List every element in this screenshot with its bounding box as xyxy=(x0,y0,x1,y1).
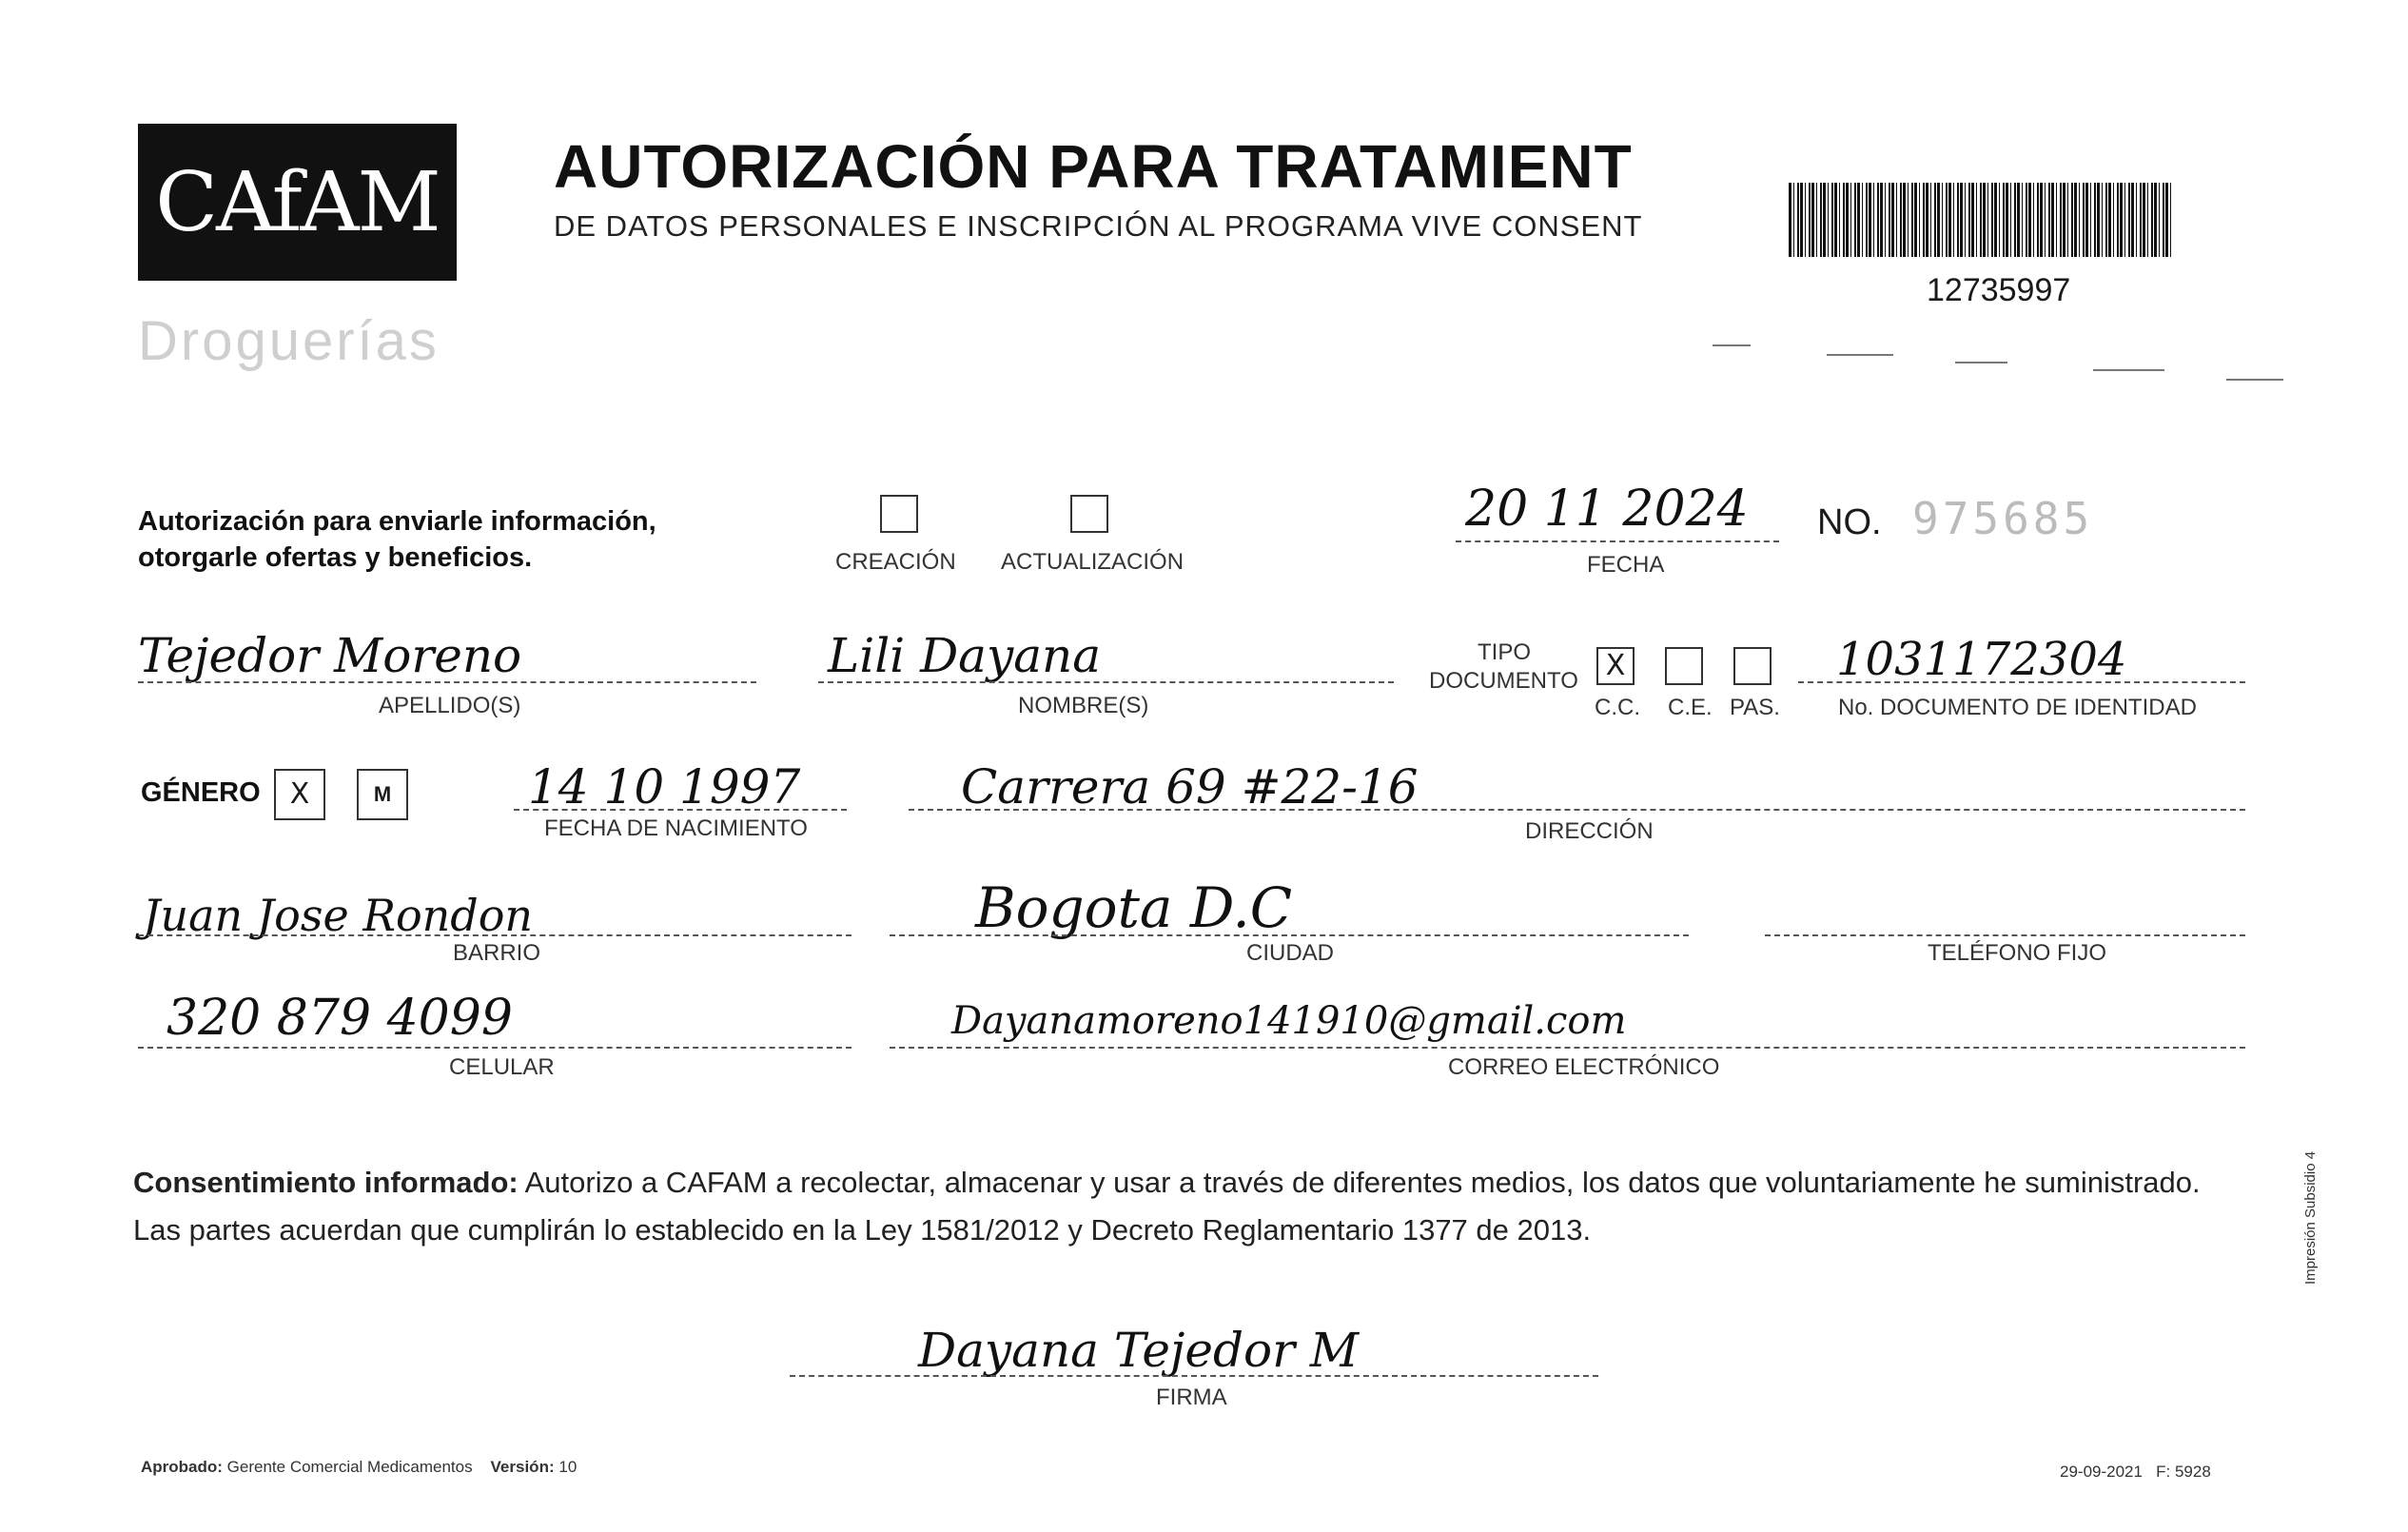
ciudad-line xyxy=(890,934,1689,936)
documento-number-label: No. DOCUMENTO DE IDENTIDAD xyxy=(1838,695,2197,720)
genero-f-checkbox[interactable]: X xyxy=(274,769,325,820)
footer-date-code: 29-09-2021 F: 5928 xyxy=(2060,1463,2211,1481)
apellidos-line xyxy=(138,681,756,683)
correo-value: Dayanamoreno141910@gmail.com xyxy=(951,999,1627,1043)
form-number: 975685 xyxy=(1912,493,2094,544)
cafam-logo xyxy=(138,124,457,281)
consent-line-2: Las partes acuerdan que cumplirán lo establecido en la Ley 1581/2012 y Decreto Reglamentario 1377 de 2013. xyxy=(133,1213,1592,1247)
ce-checkbox[interactable] xyxy=(1665,647,1703,685)
fecha-label: FECHA xyxy=(1587,552,1665,578)
signature-line xyxy=(790,1375,1598,1377)
correo-line xyxy=(890,1047,2245,1049)
nombres-line xyxy=(818,681,1394,683)
nombres-value: Lili Dayana xyxy=(828,628,1102,683)
barrio-value: Juan Jose Rondon xyxy=(143,890,534,941)
consent-text-1: Autorizo a CAFAM a recolectar, almacenar y usar a través de diferentes medios, los datos que voluntariamente he suministrado. xyxy=(518,1166,2201,1199)
celular-line xyxy=(138,1047,852,1049)
signature-label: FIRMA xyxy=(1156,1385,1227,1410)
fecha-line xyxy=(1456,540,1779,542)
direccion-value: Carrera 69 #22-16 xyxy=(961,759,1419,815)
creacion-checkbox[interactable] xyxy=(880,495,918,533)
documento-label: DOCUMENTO xyxy=(1429,668,1578,694)
version-value: 10 xyxy=(558,1458,578,1476)
apellidos-label: APELLIDO(S) xyxy=(379,693,521,718)
direccion-line xyxy=(909,809,2245,811)
barcode-image xyxy=(1789,183,2174,257)
cc-checkbox[interactable]: X xyxy=(1596,647,1635,685)
barrio-label: BARRIO xyxy=(453,940,541,966)
logo-text: CAfAM xyxy=(155,154,440,250)
ce-label: C.E. xyxy=(1668,695,1713,720)
form-subtitle: DE DATOS PERSONALES E INSCRIPCIÓN AL PROGRAMA VIVE CONSENT xyxy=(554,209,1643,243)
celular-value: 320 879 4099 xyxy=(166,990,513,1047)
nacimiento-label: FECHA DE NACIMIENTO xyxy=(544,815,808,841)
ciudad-label: CIUDAD xyxy=(1246,940,1335,966)
droguerias-logo-text: Droguerías xyxy=(138,310,440,372)
side-vertical-text: Impresión Subsidio 4 xyxy=(2302,1150,2319,1285)
barrio-line xyxy=(138,934,852,936)
decorative-dash xyxy=(1827,354,1893,356)
decorative-dash xyxy=(1955,362,2007,363)
documento-value: 1031172304 xyxy=(1836,633,2127,686)
genero-m-checkbox[interactable]: M xyxy=(357,769,408,820)
signature-value: Dayana Tejedor M xyxy=(918,1323,1360,1378)
version-label: Versión: xyxy=(490,1458,555,1476)
decorative-dash xyxy=(2093,369,2164,371)
ciudad-value: Bogota D.C xyxy=(975,875,1293,940)
pas-label: PAS. xyxy=(1730,695,1780,720)
nacimiento-line xyxy=(514,809,847,811)
authorization-text-line1: Autorización para enviarle información, xyxy=(138,506,656,537)
direccion-label: DIRECCIÓN xyxy=(1525,818,1654,844)
genero-label: GÉNERO xyxy=(141,777,261,808)
documento-line xyxy=(1798,681,2245,683)
decorative-dash xyxy=(2226,379,2283,381)
aprobado-value: Gerente Comercial Medicamentos xyxy=(226,1458,473,1476)
barcode-number: 12735997 xyxy=(1927,272,2071,308)
apellidos-value: Tejedor Moreno xyxy=(138,628,522,683)
decorative-dash xyxy=(1713,344,1751,346)
tipo-label: TIPO xyxy=(1478,639,1532,665)
consent-bold: Consentimiento informado: xyxy=(133,1166,519,1199)
fecha-value: 20 11 2024 xyxy=(1465,481,1749,538)
footer-approval xyxy=(141,1458,577,1477)
telefono-fijo-label: TELÉFONO FIJO xyxy=(1928,940,2107,966)
nacimiento-value: 14 10 1997 xyxy=(528,759,801,815)
telefono-fijo-line xyxy=(1765,934,2245,936)
nombres-label: NOMBRE(S) xyxy=(1018,693,1149,718)
actualizacion-checkbox[interactable] xyxy=(1070,495,1108,533)
pas-checkbox[interactable] xyxy=(1733,647,1772,685)
actualizacion-label: ACTUALIZACIÓN xyxy=(1001,549,1184,575)
celular-label: CELULAR xyxy=(449,1054,555,1080)
creacion-label: CREACIÓN xyxy=(835,549,956,575)
consent-line-1 xyxy=(133,1159,2283,1207)
aprobado-label: Aprobado: xyxy=(141,1458,223,1476)
no-label: NO. xyxy=(1817,502,1882,542)
authorization-text-line2: otorgarle ofertas y beneficios. xyxy=(138,542,533,573)
form-title: AUTORIZACIÓN PARA TRATAMIENT xyxy=(554,132,1633,201)
cc-label: C.C. xyxy=(1595,695,1640,720)
correo-label: CORREO ELECTRÓNICO xyxy=(1448,1054,1720,1080)
